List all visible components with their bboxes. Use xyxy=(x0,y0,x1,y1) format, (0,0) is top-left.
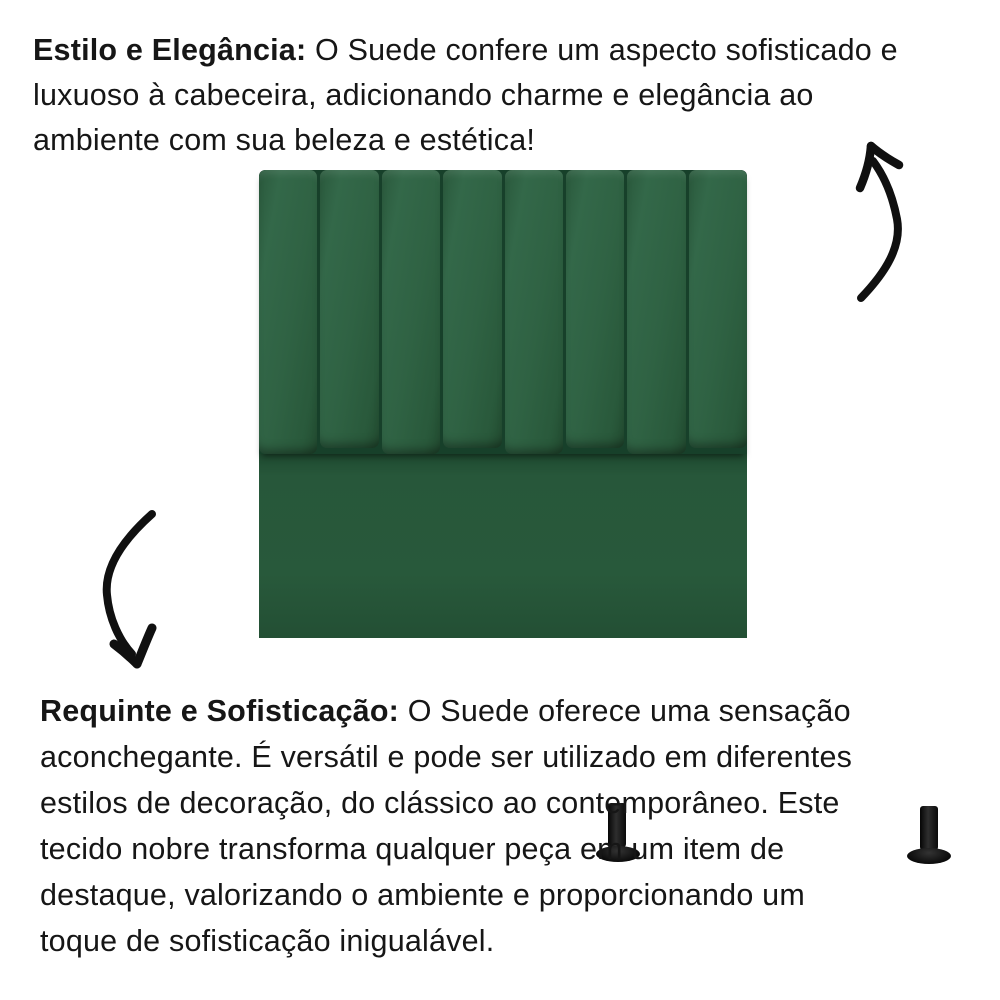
top-description-line-3: ambiente com sua beleza e estética! xyxy=(33,123,536,157)
top-description-heading: Estilo e Elegância: xyxy=(33,33,307,67)
right-leg-foot xyxy=(907,848,951,864)
bottom-description-line-5: destaque, valorizando o ambiente e proporcionando um xyxy=(40,878,805,912)
top-description-line-2: luxuoso à cabeceira, adicionando charme e elegância ao xyxy=(33,78,814,112)
bottom-description-line-2: aconchegante. É versátil e pode ser utilizado em diferentes xyxy=(40,740,853,774)
top-description xyxy=(33,28,898,163)
bottom-description-line-1-rest: O Suede oferece uma sensação xyxy=(399,694,851,728)
headboard-panel xyxy=(443,170,501,448)
curved-arrow-up-icon xyxy=(860,146,899,298)
top-description-line-1-rest: O Suede confere um aspecto sofisticado e xyxy=(306,33,898,67)
headboard-panel xyxy=(259,170,317,454)
headboard-product-photo xyxy=(259,170,747,638)
headboard-panel xyxy=(566,170,624,448)
headboard-base-panel xyxy=(259,454,747,638)
headboard-panel xyxy=(505,170,563,454)
bottom-description-line-6: toque de sofisticação inigualável. xyxy=(40,924,495,958)
headboard-panel xyxy=(320,170,378,448)
bottom-description-line-1 xyxy=(40,694,851,728)
curved-arrow-down-icon xyxy=(107,514,152,664)
headboard-panel xyxy=(689,170,747,448)
top-description-line-1 xyxy=(33,33,898,67)
bottom-description-line-3: estilos de decoração, do clássico ao contemporâneo. Este xyxy=(40,786,840,820)
headboard-panel xyxy=(627,170,685,454)
bottom-description xyxy=(40,688,852,964)
bottom-description-line-4: tecido nobre transforma qualquer peça em um item de xyxy=(40,832,785,866)
right-leg-stem xyxy=(920,806,938,851)
bottom-description-heading: Requinte e Sofisticação: xyxy=(40,694,400,728)
headboard-panel-row xyxy=(259,170,747,454)
headboard-panel xyxy=(382,170,440,454)
